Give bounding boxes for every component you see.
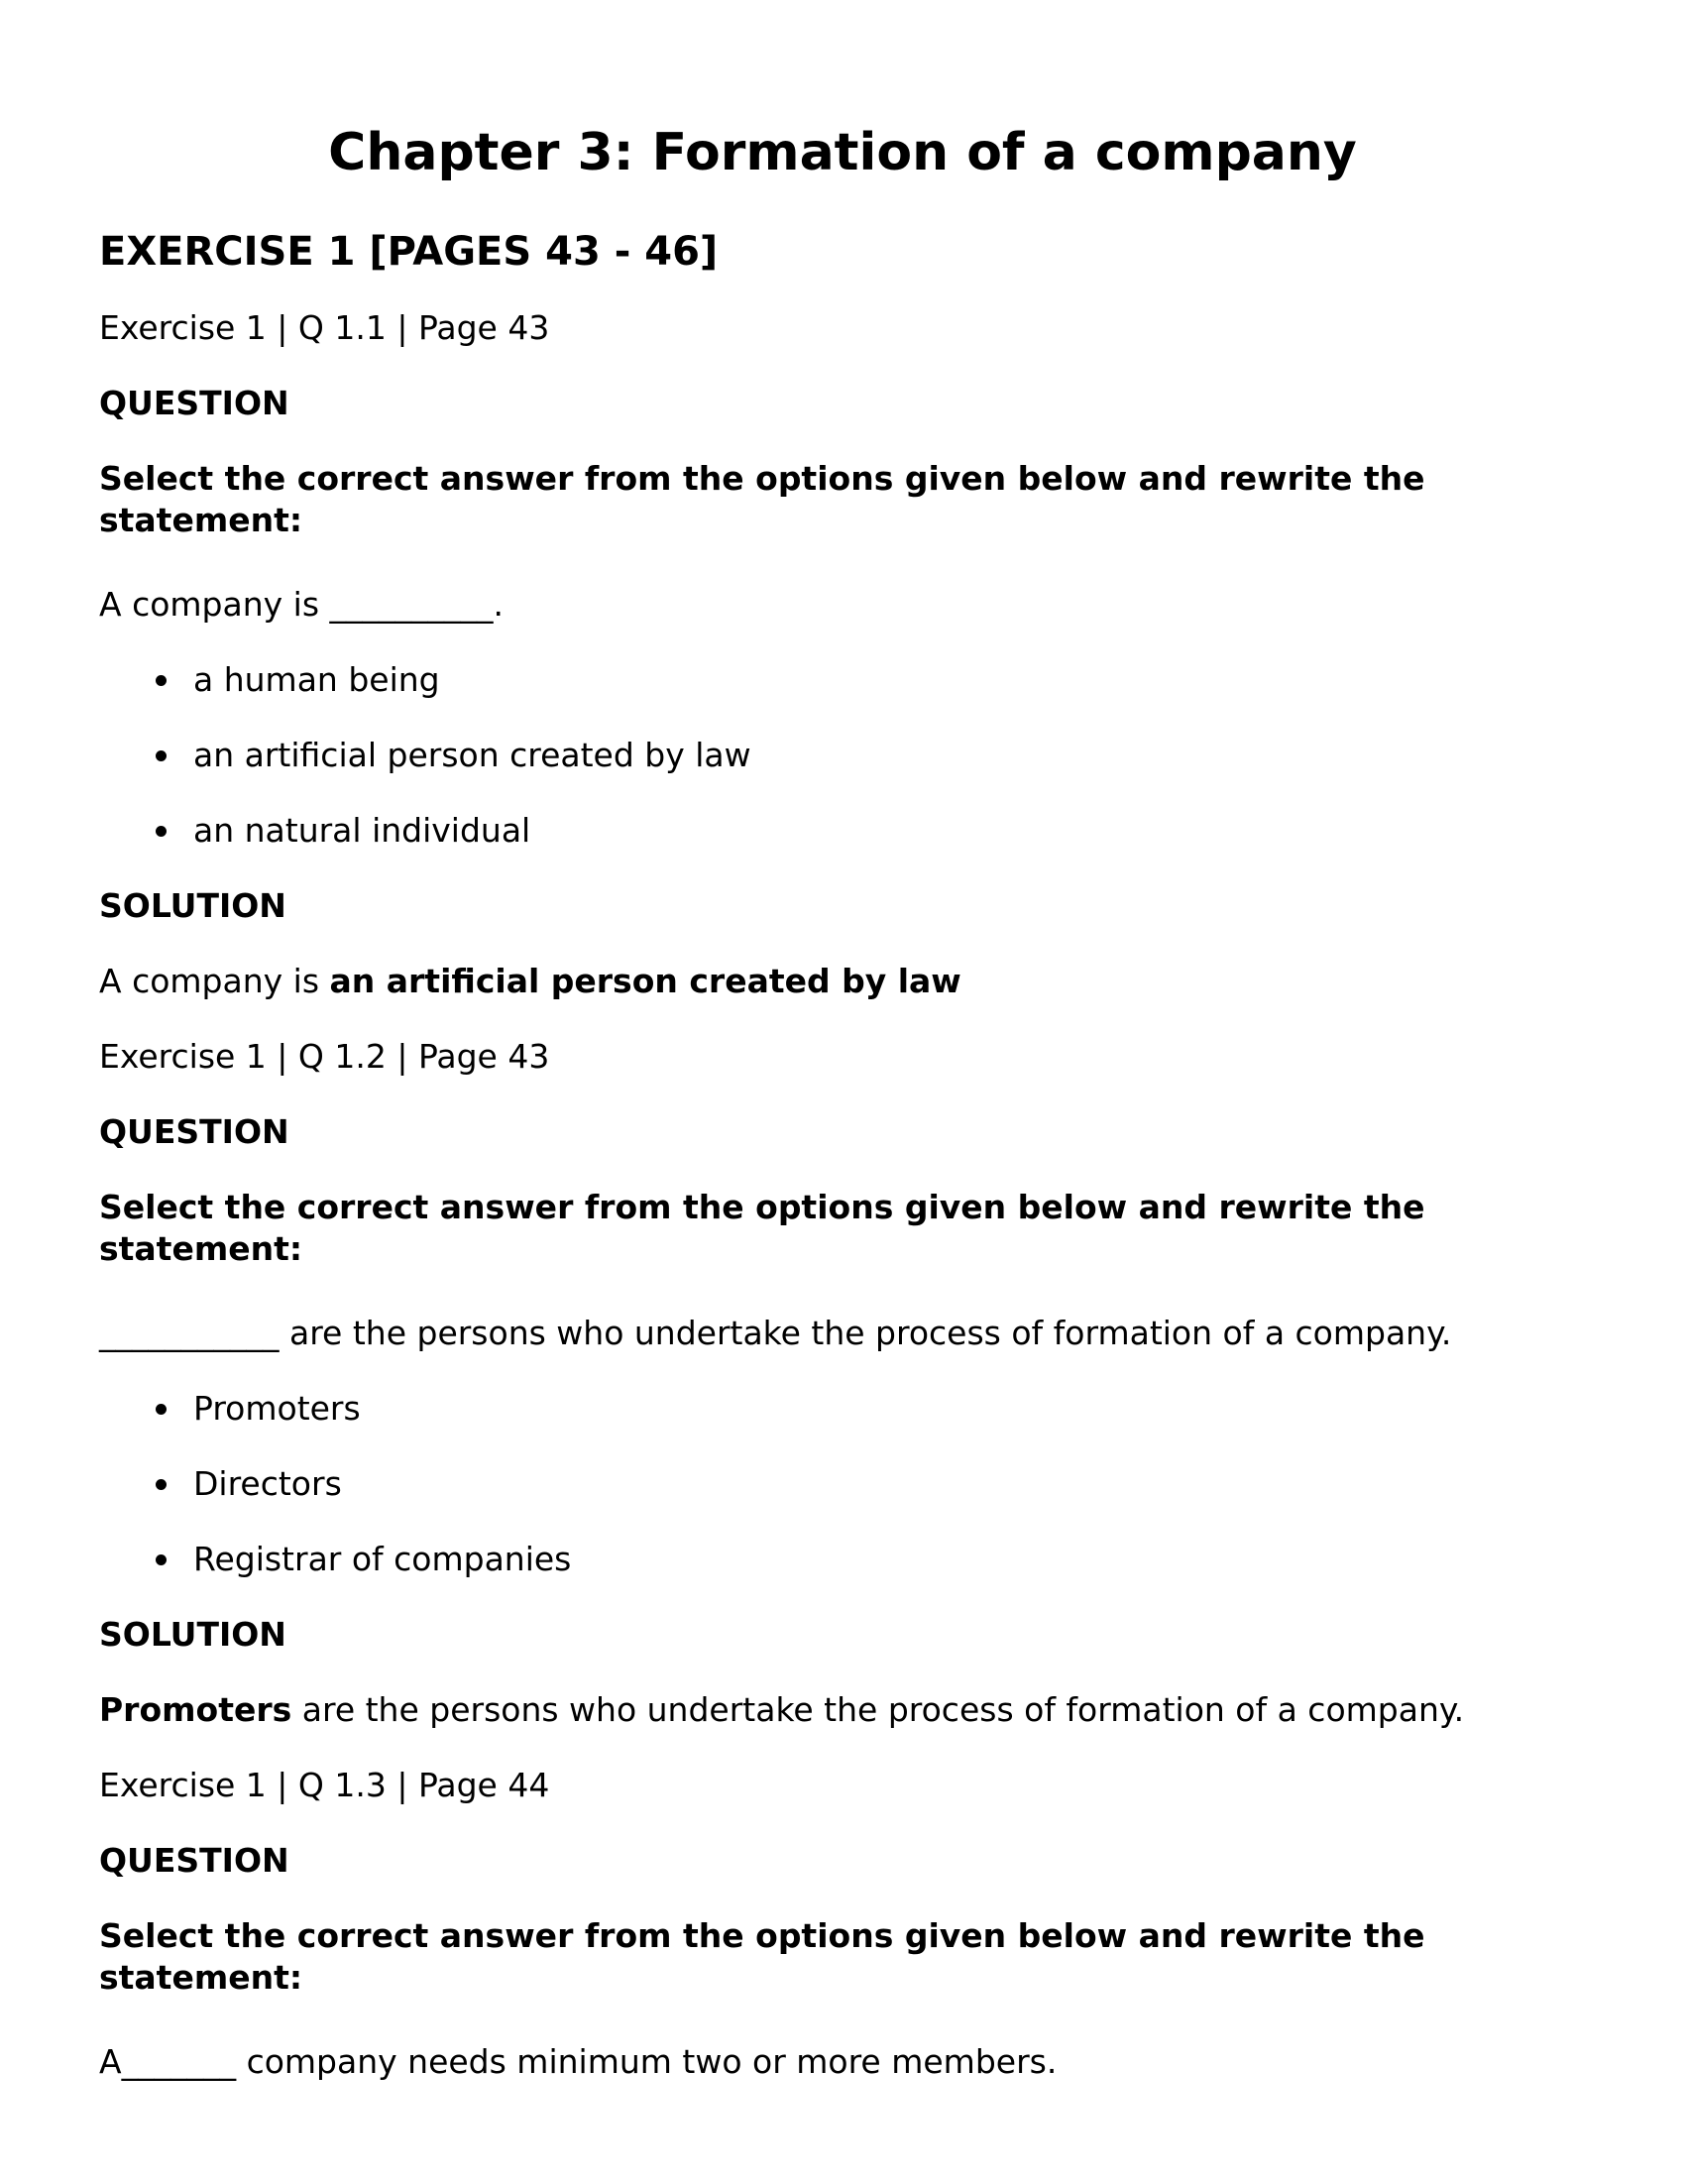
option-item [99,810,1586,852]
answer-highlight: Promoters [99,1690,292,1729]
question-instruction: Select the correct answer from the options given below and rewrite the statement: [99,459,1425,539]
option-text: an natural individual [193,811,531,850]
answer-highlight: an artificial person created by law [329,962,961,1000]
bullet-icon [156,750,167,761]
question-block-3 [99,1765,1586,2083]
question-meta: Exercise 1 | Q 1.1 | Page 43 [99,308,550,347]
option-text: an artificial person created by law [193,736,751,774]
solution-label: SOLUTION [99,886,286,925]
option-item [99,1539,1586,1580]
question-statement: ___________ are the persons who undertake the process of formation of a company. [99,1314,1452,1352]
question-block-1 [99,307,1586,1002]
option-text: Directors [193,1464,342,1503]
page-title: Chapter 3: Formation of a company [328,123,1357,182]
bullet-icon [156,1554,167,1565]
answer-text: A company is [99,962,330,1000]
option-text: Promoters [193,1389,361,1428]
solution-answer [99,961,1586,1002]
question-label: QUESTION [99,384,289,422]
solution-label: SOLUTION [99,1615,286,1654]
option-item [99,1388,1586,1430]
exercise-heading: EXERCISE 1 [PAGES 43 - 46] [99,229,719,275]
question-flow [99,307,1586,2117]
question-statement: A company is __________. [99,585,504,624]
question-block-2 [99,1036,1586,1731]
option-item [99,735,1586,776]
answer-text: are the persons who undertake the process of formation of a company. [291,1690,1465,1729]
bullet-icon [156,1404,167,1415]
options-list [99,659,1586,852]
question-statement: A_______ company needs minimum two or more members. [99,2042,1058,2081]
question-meta: Exercise 1 | Q 1.3 | Page 44 [99,1766,550,1804]
bullet-icon [156,675,167,686]
question-instruction: Select the correct answer from the options given below and rewrite the statement: [99,1188,1425,1268]
option-text: a human being [193,660,440,699]
question-instruction: Select the correct answer from the options given below and rewrite the statement: [99,1916,1425,1997]
solution-answer [99,1689,1586,1731]
option-item [99,1463,1586,1505]
option-text: Registrar of companies [193,1540,572,1578]
bullet-icon [156,1479,167,1490]
question-label: QUESTION [99,1112,289,1151]
question-meta: Exercise 1 | Q 1.2 | Page 43 [99,1037,550,1076]
bullet-icon [156,826,167,837]
option-item [99,659,1586,701]
question-label: QUESTION [99,1841,289,1880]
options-list [99,1388,1586,1580]
